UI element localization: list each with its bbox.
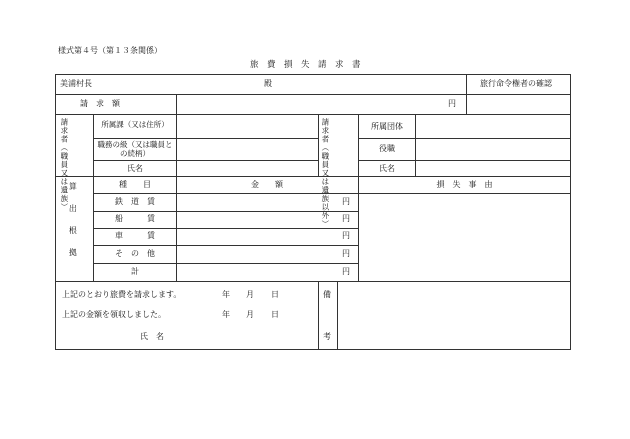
col-divider: [318, 281, 319, 350]
claim-month-label: 月: [246, 290, 254, 299]
village-head-label: 美浦村長: [60, 79, 92, 88]
addressee-label: 殿: [264, 79, 272, 88]
col-divider: [466, 74, 467, 94]
remarks-label-bottom: 考: [323, 332, 331, 341]
claim-statement: 上記のとおり旅費を請求します。: [62, 290, 182, 299]
claim-amount-field[interactable]: [177, 95, 465, 113]
calc-amount-header: 金 額: [251, 180, 283, 189]
claim-day-label: 日: [271, 290, 279, 299]
claimant-staff-dept-label: 所属課（又は住所）: [101, 120, 169, 129]
claimant-other-position-label: 役職: [379, 144, 395, 153]
claimant-other-name-label: 氏名: [379, 164, 395, 173]
claimant-staff-name-field[interactable]: [177, 161, 317, 175]
calc-row-other-amount-field[interactable]: [177, 246, 337, 262]
approval-field[interactable]: [467, 95, 570, 113]
calc-row-ship-label: 船 賃: [115, 214, 155, 223]
receipt-month-label: 月: [246, 310, 254, 319]
calc-row-car-amount-field[interactable]: [177, 229, 337, 244]
receipt-day-label: 日: [271, 310, 279, 319]
remarks-label-top: 備: [323, 290, 331, 299]
claimant-staff-dept-field[interactable]: [177, 115, 317, 137]
col-divider: [93, 114, 94, 176]
claim-year-label: 年: [222, 290, 230, 299]
claimant-other-org-label: 所属団体: [371, 122, 403, 131]
calc-row-ship-unit: 円: [342, 214, 350, 223]
approval-label: 旅行命令権者の確認: [480, 79, 552, 88]
claimant-staff-grade-label: 職務の級（又は職員との続柄）: [97, 140, 173, 158]
calc-row-total-amount-field[interactable]: [177, 264, 337, 280]
calc-row-other-unit: 円: [342, 249, 350, 258]
claimant-staff-group-label: 請求者（職員又は遺族）: [59, 118, 69, 212]
signer-name-label: 氏 名: [140, 332, 164, 341]
calc-row-total-label: 計: [131, 267, 139, 276]
calc-reason-header: 損 失 事 由: [436, 180, 493, 189]
claim-amount-label: 請 求 額: [80, 99, 120, 108]
calc-row-car-label: 車 賃: [115, 231, 155, 240]
calc-row-rail-unit: 円: [342, 197, 350, 206]
col-divider: [318, 114, 319, 176]
calc-group-label: 算出根拠: [68, 182, 78, 270]
signer-name-field[interactable]: [175, 328, 315, 344]
claimant-other-org-field[interactable]: [416, 115, 570, 137]
claimant-other-position-field[interactable]: [416, 139, 570, 159]
receipt-statement: 上記の金額を領収しました。: [62, 310, 166, 319]
calc-row-car-unit: 円: [342, 231, 350, 240]
loss-reason-field[interactable]: [359, 194, 570, 280]
claimant-staff-name-label: 氏名: [127, 164, 143, 173]
calc-row-other-label: そ の 他: [115, 249, 155, 258]
calc-row-rail-label: 鉄 道 賃: [115, 197, 155, 206]
calc-type-header: 種 目: [119, 180, 151, 189]
remarks-field[interactable]: [338, 282, 570, 349]
calc-row-ship-amount-field[interactable]: [177, 212, 337, 227]
claim-amount-unit: 円: [448, 99, 456, 108]
form-number: 様式第４号（第１３条関係）: [58, 46, 162, 55]
claimant-other-group-label: 請求者（職員又は遺族以外）: [320, 118, 330, 229]
col-divider: [358, 114, 359, 176]
calc-row-total-unit: 円: [342, 267, 350, 276]
row-divider: [55, 176, 571, 177]
claimant-other-name-field[interactable]: [416, 161, 570, 175]
calc-row-rail-amount-field[interactable]: [177, 194, 337, 210]
claimant-staff-grade-field[interactable]: [177, 139, 317, 159]
form-title: 旅 費 損 失 請 求 書: [250, 60, 361, 70]
receipt-year-label: 年: [222, 310, 230, 319]
